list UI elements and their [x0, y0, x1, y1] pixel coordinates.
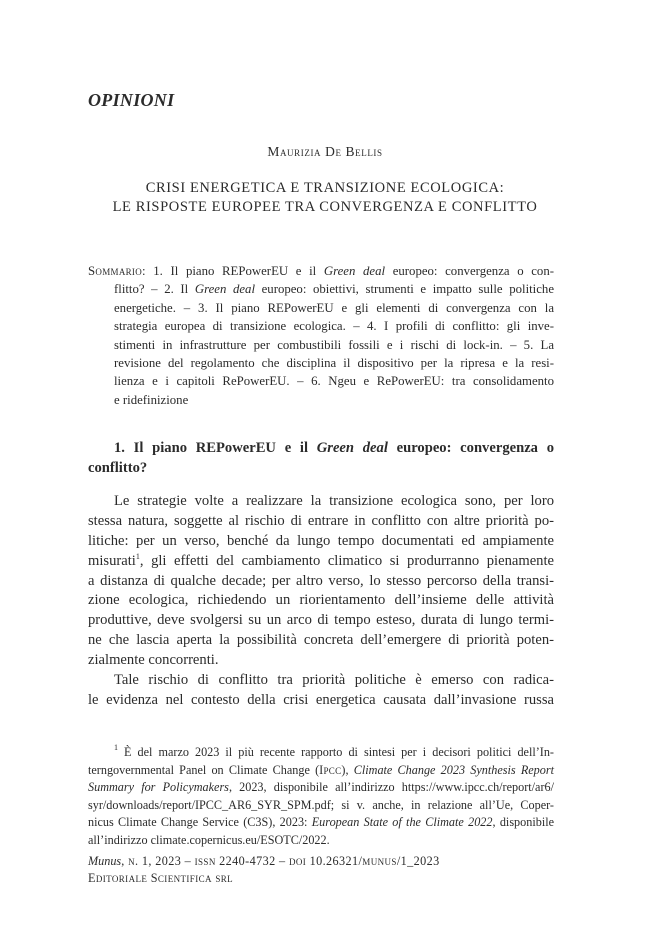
summary-line: stimenti in infrastrutture per combustibili fossili e i rischi di lock-in. – 5. La	[114, 337, 554, 352]
section-heading	[88, 438, 554, 478]
heading-text: europeo: convergenza o	[387, 440, 554, 456]
body-line: produttive, deve svolgersi su un arco di tempo esteso, durata di lungo termi-	[88, 612, 554, 629]
body-line: Le strategie volte a realizzare la transizione ecologica sono, per loro	[114, 493, 554, 509]
footnote-line[interactable]: all’indirizzo climate.copernicus.eu/ESOTC/2022.	[88, 832, 330, 847]
body-line: le evidenza nel contesto della crisi energetica causata dall’invasione russa	[88, 691, 554, 708]
footnote-italic: European State of the Climate 2022	[311, 815, 493, 830]
footnote-text: terngovernmental Panel on Climate Change (	[88, 762, 320, 777]
journal-name: Munus	[88, 854, 122, 868]
summary-text: europeo: convergenza o con-	[385, 264, 554, 278]
summary-line: energetiche. – 3. Il piano REPowerEU e gli elementi di convergenza con la	[114, 300, 554, 315]
summary-line: lienza e i capitoli RePowerEU. – 6. Ngeu e RePowerEU: tra consolidamento	[114, 374, 554, 389]
summary-text: flitto? – 2. Il	[114, 282, 195, 297]
body-line	[88, 552, 554, 572]
title-line: CRISI ENERGETICA E TRANSIZIONE ECOLOGICA:	[145, 180, 505, 196]
footnote-line	[88, 814, 554, 832]
heading-line	[88, 438, 554, 458]
footnote	[88, 744, 554, 850]
body-text-run: , gli effetti del cambiamento climatico si produrranno pienamente	[139, 552, 554, 569]
article-title	[60, 179, 590, 217]
body-text	[88, 492, 554, 711]
summary-text: : 1. Il piano REPowerEU e il	[142, 264, 324, 278]
footnote-italic: Summary for Policymakers	[88, 780, 229, 795]
footnote-line	[88, 762, 554, 780]
body-line: stessa natura, soggette al rischio di entrare in conflitto con altre priorità po-	[88, 512, 554, 529]
footnote-reference[interactable]: 1	[135, 551, 140, 561]
citation-line	[88, 853, 554, 870]
summary-line: e ridefinizione	[114, 392, 189, 407]
title-line: LE RISPOSTE EUROPEE TRA CONVERGENZA E CONFLITTO	[112, 199, 538, 215]
body-line: zione ecologica, richiedendo un riorientamento dell’insieme delle attività	[88, 592, 554, 609]
body-line: a distanza di qualche decade; per altro verso, lo stesso percorso della transi-	[88, 572, 554, 589]
summary-line: revisione del regolamento che disciplina il dispositivo per la ripresa e la resi-	[114, 355, 554, 370]
section-label: OPINIONI	[88, 90, 175, 110]
heading-line: conflitto?	[88, 460, 148, 476]
page-footer	[88, 853, 554, 887]
summary-line: strategia europea di transizione ecologica. – 4. I profili di conflitto: gli inve-	[114, 319, 554, 334]
body-line: litiche: per un verso, benché da lungo tempo documentati ed ampiamente	[88, 532, 554, 549]
summary-italic: Green deal	[194, 282, 255, 297]
footnote-text: , disponibile	[492, 815, 554, 830]
citation-text: , n. 1, 2023 – issn 2240-4732 – doi 10.26321/munus/1_2023	[121, 854, 440, 868]
body-text-run: misurati	[88, 552, 136, 569]
footnote-link[interactable]: , 2023, disponibile all’indirizzo https://www.ipcc.ch/report/ar6/	[228, 780, 554, 795]
summary-italic: Green deal	[323, 264, 386, 278]
footnote-italic: Climate Change 2023 Synthesis Report	[353, 762, 554, 777]
footnote-text: È del marzo 2023 il più recente rapporto di sintesi per i decisori politici dell’In-	[118, 745, 554, 759]
footnote-text: nicus Climate Change Service (C3S), 2023:	[88, 815, 312, 830]
body-line: ne che lascia aperta la possibilità concreta dell’emergere di priorità poten-	[88, 632, 554, 649]
body-line: Tale rischio di conflitto tra priorità politiche è emerso con radica-	[114, 672, 554, 689]
footnote-number: 1	[114, 743, 118, 752]
footnote-line	[88, 744, 554, 762]
body-line: zialmente concorrenti.	[88, 652, 219, 669]
footnote-text: ),	[341, 762, 354, 777]
summary	[88, 262, 554, 409]
author-name: Maurizia De Bellis	[267, 144, 383, 159]
summary-text: europeo: obiettivi, strumenti e impatto sulle politiche	[255, 282, 554, 297]
footnote-line	[88, 779, 554, 797]
footnote-line[interactable]: syr/downloads/report/IPCC_AR6_SYR_SPM.pdf; si v. anche, in relazione all’Ue, Coper-	[88, 797, 554, 812]
heading-text: 1. Il piano REPowerEU e il	[114, 440, 317, 456]
summary-line	[88, 280, 554, 298]
summary-label: Sommario	[88, 264, 143, 278]
publisher-line: Editoriale Scientifica srl	[88, 871, 234, 885]
summary-line	[88, 262, 554, 280]
footnote-acronym: Ipcc	[319, 762, 342, 777]
heading-italic: Green deal	[316, 440, 388, 456]
